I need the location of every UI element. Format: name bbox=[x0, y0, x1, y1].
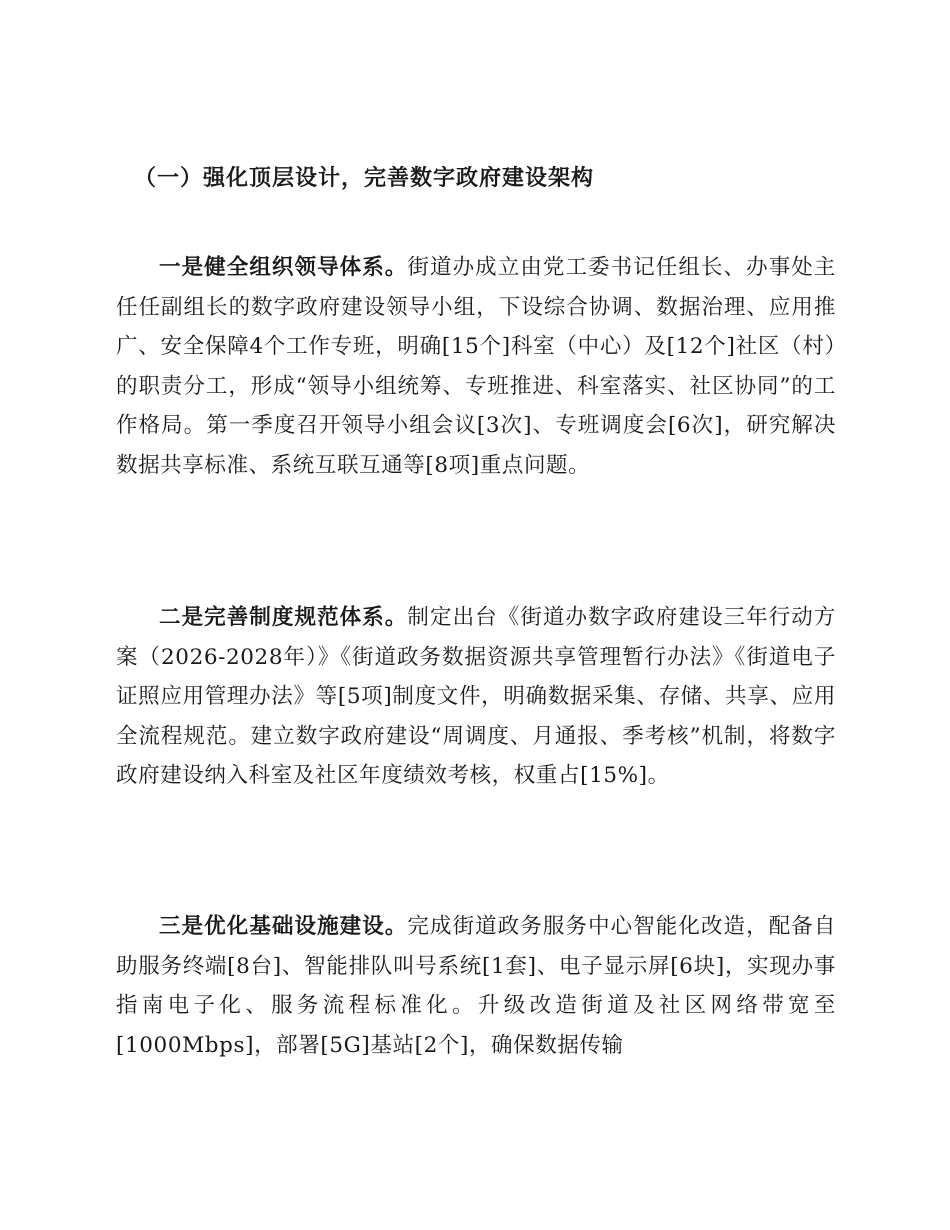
paragraph-organization bbox=[116, 248, 836, 485]
paragraph-body: 制定出台《街道办数字政府建设三年行动方案（2026-2028年）》《街道政务数据资源共享管理暂行办法》《街道电子证照应用管理办法》等[5项]制度文件，明确数据采集、存储、共享、应用全流程规范。建立数字政府建设“周调度、月通报、季考核”机制，将数字政府建设纳入科室及社区年度绩效考核，权重占[15%]。 bbox=[116, 605, 836, 788]
section-heading: （一）强化顶层设计，完善数字政府建设架构 bbox=[134, 165, 595, 191]
paragraph-regulations bbox=[116, 598, 836, 796]
paragraph-lead: 三是优化基础设施建设。 bbox=[159, 914, 408, 939]
paragraph-body: 完成街道政务服务中心智能化改造，配备自助服务终端[8台]、智能排队叫号系统[1套]、电子显示屏[6块]，实现办事指南电子化、服务流程标准化。升级改造街道及社区网络带宽至[1000Mbps]，部署[5G]基站[2个]，确保数据传输 bbox=[116, 914, 836, 1058]
paragraph-lead: 二是完善制度规范体系。 bbox=[159, 605, 408, 630]
paragraph-lead: 一是健全组织领导体系。 bbox=[159, 255, 408, 280]
paragraph-infrastructure bbox=[116, 907, 836, 1065]
paragraph-body: 街道办成立由党工委书记任组长、办事处主任任副组长的数字政府建设领导小组，下设综合协调、数据治理、应用推广、安全保障4个工作专班，明确[15个]科室（中心）及[12个]社区（村）的职责分工，形成“领导小组统筹、专班推进、科室落实、社区协同”的工作格局。第一季度召开领导小组会议[3次]、专班调度会[6次]，研究解决数据共享标准、系统互联互通等[8项]重点问题。 bbox=[116, 255, 836, 478]
